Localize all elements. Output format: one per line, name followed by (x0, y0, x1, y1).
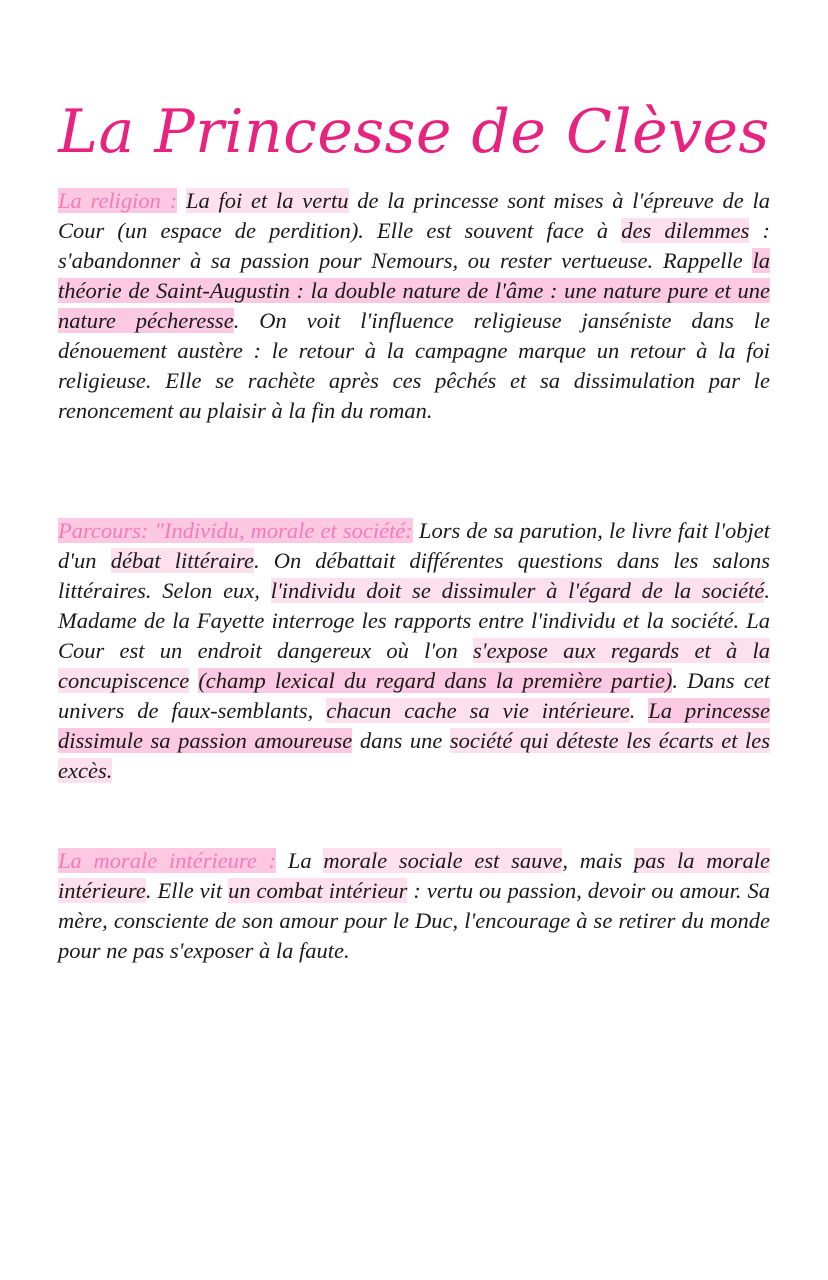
page-title: La Princesse de Clèves (58, 97, 770, 167)
highlight: débat littéraire (110, 548, 254, 573)
highlight: un combat intérieur (228, 878, 408, 903)
text-run: . On voit l'influence religieuse janséniste dans le dénouement austère : le retour à la campagne marque un retour à la foi religieuse. Elle se rachète après ces pêchés et sa dissimulation par le renoncement au plaisir à la fin du roman. (58, 308, 771, 423)
highlight: société qui déteste les écarts et les excès. (58, 728, 771, 783)
section-heading: Parcours: "Individu, morale et société: (58, 518, 413, 543)
text-run (177, 188, 186, 213)
text-run: . (629, 698, 649, 723)
section-morale-interieure (58, 846, 770, 966)
highlight: chacun cache sa vie intérieure (326, 698, 630, 723)
highlight: La princesse dissimule sa passion amoureuse (58, 698, 770, 753)
section-heading: La religion : (58, 188, 178, 213)
section-parcours (58, 516, 770, 786)
text-run: Lors de sa parution, le livre fait l'objet d'un (58, 518, 771, 573)
section-religion (58, 186, 770, 426)
text-run: . Dans cet univers de faux-semblants, (58, 668, 771, 723)
highlight: La foi et la vertu (185, 188, 349, 213)
highlight: s'expose aux regards et à la concupiscence (58, 638, 770, 693)
text-run: : vertu ou passion, devoir ou amour. Sa mère, consciente de son amour pour le Duc, l'encourage à se retirer du monde pour ne pas s'exposer à la faute. (58, 878, 770, 963)
text-run: La (276, 848, 324, 873)
text-run: . Madame de la Fayette interroge les rapports entre l'individu et la société. La Cour est un endroit dangereux où l'on (58, 578, 771, 663)
section-heading: La morale intérieure : (58, 848, 277, 873)
text-run: de la princesse sont mises à l'épreuve de la Cour (un espace de perdition). Elle est souvent face à (58, 188, 770, 243)
highlight: (champ lexical du regard dans la première partie) (198, 668, 673, 693)
text-run (189, 668, 198, 693)
text-run: : s'abandonner à sa passion pour Nemours, ou rester vertueuse. Rappelle (58, 218, 770, 273)
highlight: la théorie de Saint-Augustin : la double nature de l'âme : une nature pure et une nature pécheresse (58, 248, 770, 333)
highlight: l'individu doit se dissimuler à l'égard de la société (270, 578, 765, 603)
highlight: morale sociale est sauve (323, 848, 563, 873)
highlight: pas la morale intérieure (58, 848, 770, 903)
text-run: . On débattait différentes questions dans les salons littéraires. Selon eux, (58, 548, 771, 603)
text-run: , mais (562, 848, 634, 873)
text-run: dans une (352, 728, 450, 753)
highlight: des dilemmes (621, 218, 750, 243)
text-run: . Elle vit (145, 878, 229, 903)
